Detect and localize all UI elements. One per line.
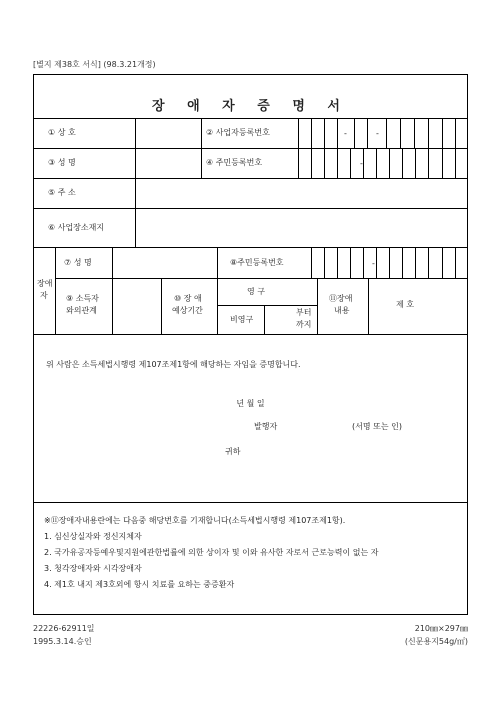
disability-content-label: ⑪장애 xyxy=(329,294,353,303)
divider xyxy=(367,118,368,148)
divider xyxy=(354,118,355,148)
divider xyxy=(217,278,218,334)
divider xyxy=(455,148,456,178)
divider xyxy=(55,247,56,334)
divider xyxy=(402,148,403,178)
divider xyxy=(317,278,318,334)
divider xyxy=(217,247,218,278)
paper-size: 210㎜×297㎜ xyxy=(414,624,468,633)
dash: - xyxy=(344,129,347,138)
divider xyxy=(414,118,415,148)
divider xyxy=(389,247,390,278)
from-label: 부터 xyxy=(296,308,312,317)
divider xyxy=(311,148,312,178)
divider xyxy=(400,118,401,148)
disabled-name-label: ⑦ 성 명 xyxy=(64,258,92,267)
certificate-form xyxy=(33,74,468,615)
divider xyxy=(324,148,325,178)
divider xyxy=(34,178,467,179)
divider xyxy=(415,148,416,178)
disabled-side-label: 자 xyxy=(40,291,48,300)
divider xyxy=(298,118,299,178)
dash: - xyxy=(372,259,375,268)
divider xyxy=(217,305,317,306)
paper-type: (신문용지54g/㎡) xyxy=(404,637,468,646)
expected-period-label: 예상기간 xyxy=(172,306,203,315)
divider xyxy=(376,247,377,278)
divider xyxy=(428,247,429,278)
trade-name-label: ① 상 호 xyxy=(48,128,76,137)
divider xyxy=(428,148,429,178)
biz-location-label: ⑥ 사업장소재지 xyxy=(48,223,105,232)
approval-date: 1995.3.14.승인 xyxy=(33,637,92,646)
divider xyxy=(442,148,443,178)
divider xyxy=(455,247,456,278)
relation-label: 와의관계 xyxy=(66,306,97,315)
divider xyxy=(415,247,416,278)
certify-text: 위 사람은 소득세법시행령 제107조제1항에 해당하는 자임을 증명합니다. xyxy=(46,360,301,369)
dash: - xyxy=(376,129,379,138)
divider xyxy=(112,247,113,334)
divider xyxy=(363,148,364,178)
divider xyxy=(350,247,351,278)
issuer-label: 발행자 xyxy=(254,422,278,431)
divider xyxy=(311,247,312,278)
divider xyxy=(455,118,456,148)
signature-label: (서명 또는 인) xyxy=(352,422,402,431)
divider xyxy=(135,208,136,247)
disability-content-label: 내용 xyxy=(334,306,350,315)
divider xyxy=(135,118,136,178)
name-label: ③ 성 명 xyxy=(48,158,76,167)
to-label: 까지 xyxy=(296,320,312,329)
recipient-label: 귀하 xyxy=(225,447,241,456)
divider xyxy=(442,118,443,148)
dash: - xyxy=(360,159,363,168)
divider xyxy=(135,178,136,208)
resident-no-label: ④ 주민등록번호 xyxy=(206,158,263,167)
permanent-label: 영 구 xyxy=(247,287,265,296)
divider xyxy=(34,118,467,119)
date-line: 년 월 일 xyxy=(236,399,265,408)
divider xyxy=(368,278,369,334)
divider xyxy=(337,247,338,278)
divider xyxy=(161,278,162,334)
divider xyxy=(201,118,202,178)
form-title: 장 애 자 증 명 서 xyxy=(152,99,349,114)
divider xyxy=(402,247,403,278)
form-header-note: [별지 제38호 서식] (98.3.21개정) xyxy=(33,60,156,69)
note-item: 3. 청각장애자와 시각장애자 xyxy=(44,564,142,573)
note-item: 4. 제1호 내지 제3호외에 항시 치료를 요하는 중증환자 xyxy=(44,580,235,589)
divider xyxy=(428,118,429,148)
disabled-side-label: 장애 xyxy=(37,279,53,288)
divider xyxy=(34,502,467,503)
number-label: 제 호 xyxy=(396,300,414,309)
divider xyxy=(55,278,467,279)
divider xyxy=(34,334,467,335)
disabled-resident-no-label: ⑧주민등록번호 xyxy=(230,258,284,267)
divider xyxy=(311,118,312,148)
divider xyxy=(363,247,364,278)
relation-label: ⑨ 소득자 xyxy=(66,294,99,303)
divider xyxy=(324,247,325,278)
divider xyxy=(386,118,387,148)
expected-period-label: ⑩ 장 애 xyxy=(174,294,202,303)
divider xyxy=(324,118,325,148)
form-code: 22226-62911일 xyxy=(33,624,95,633)
notes-intro: ※⑪장애자내용란에는 다음중 해당번호를 기재합니다(소득세법시행령 제107조제1항). xyxy=(44,516,346,525)
divider xyxy=(337,118,338,148)
note-item: 2. 국가유공자등예우및지원에관한법률에 의한 상이자 및 이와 유사한 자로서 근로능력이 없는 자 xyxy=(44,548,379,557)
divider xyxy=(34,208,467,209)
biz-reg-no-label: ② 사업자등록번호 xyxy=(206,128,270,137)
divider xyxy=(264,305,265,334)
non-permanent-label: 비영구 xyxy=(230,315,254,324)
divider xyxy=(376,148,377,178)
note-item: 1. 심신상실자와 정신지체자 xyxy=(44,532,142,541)
divider xyxy=(337,148,338,178)
divider xyxy=(389,148,390,178)
divider xyxy=(442,247,443,278)
address-label: ⑤ 주 소 xyxy=(48,188,76,197)
divider xyxy=(350,148,351,178)
